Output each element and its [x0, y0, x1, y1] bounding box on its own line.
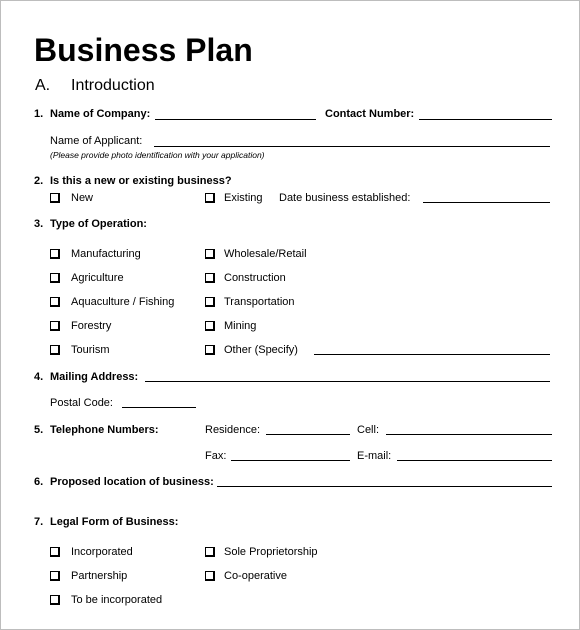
page-title: Business Plan	[34, 32, 253, 68]
co-operative-checkbox[interactable]	[205, 571, 215, 581]
partnership-checkbox[interactable]	[50, 571, 60, 581]
fax-label: Fax:	[205, 450, 227, 462]
company-name-field[interactable]	[155, 119, 316, 120]
option-label: Co-operative	[224, 570, 287, 582]
legal-form-label: Legal Form of Business:	[50, 516, 179, 528]
option-label: Manufacturing	[71, 248, 141, 260]
option-label: Tourism	[71, 344, 110, 356]
proposed-location-label: Proposed location of business:	[50, 476, 214, 488]
mining-checkbox[interactable]	[205, 321, 215, 331]
postal-code-label: Postal Code:	[50, 397, 113, 409]
company-name-label: Name of Company:	[50, 108, 151, 120]
option-label: Other (Specify)	[224, 344, 298, 356]
q1-number: 1.	[34, 108, 44, 120]
email-label: E-mail:	[357, 450, 392, 462]
date-established-field[interactable]	[423, 202, 550, 203]
q6-number: 6.	[34, 476, 44, 488]
q3-number: 3.	[34, 218, 44, 230]
residence-field[interactable]	[266, 434, 350, 435]
option-label: Forestry	[71, 320, 112, 332]
transportation-checkbox[interactable]	[205, 297, 215, 307]
q4-number: 4.	[34, 371, 44, 383]
option-label: Construction	[224, 272, 286, 284]
option-label: Incorporated	[71, 546, 133, 558]
section-letter: A.	[35, 77, 51, 94]
option-label: Agriculture	[71, 272, 124, 284]
date-established-label: Date business established:	[279, 192, 411, 204]
operation-type-label: Type of Operation:	[50, 218, 147, 230]
incorporated-checkbox[interactable]	[50, 547, 60, 557]
other-specify-field[interactable]	[314, 354, 550, 355]
mailing-address-label: Mailing Address:	[50, 371, 139, 383]
construction-checkbox[interactable]	[205, 273, 215, 283]
aquaculture-fishing-checkbox[interactable]	[50, 297, 60, 307]
option-label: Transportation	[224, 296, 295, 308]
q5-number: 5.	[34, 424, 44, 436]
option-label: Aquaculture / Fishing	[71, 296, 175, 308]
option-label: Partnership	[71, 570, 128, 582]
sole-proprietorship-checkbox[interactable]	[205, 547, 215, 557]
new-option-label: New	[71, 192, 94, 204]
applicant-note: (Please provide photo identification with your application)	[50, 150, 265, 160]
agriculture-checkbox[interactable]	[50, 273, 60, 283]
proposed-location-field[interactable]	[217, 486, 552, 487]
postal-code-field[interactable]	[122, 407, 196, 408]
business-status-label: Is this a new or existing business?	[50, 175, 232, 187]
fax-field[interactable]	[231, 460, 350, 461]
existing-option-label: Existing	[224, 192, 263, 204]
applicant-name-label: Name of Applicant:	[50, 135, 143, 147]
mailing-address-field[interactable]	[145, 381, 550, 382]
section-title: Introduction	[71, 77, 155, 94]
new-checkbox[interactable]	[50, 193, 60, 203]
option-label: Wholesale/Retail	[224, 248, 307, 260]
tourism-checkbox[interactable]	[50, 345, 60, 355]
cell-field[interactable]	[386, 434, 552, 435]
q7-number: 7.	[34, 516, 44, 528]
wholesale-retail-checkbox[interactable]	[205, 249, 215, 259]
residence-label: Residence:	[205, 424, 261, 436]
contact-number-field[interactable]	[419, 119, 552, 120]
contact-number-label: Contact Number:	[325, 108, 415, 120]
to-be-incorporated-checkbox[interactable]	[50, 595, 60, 605]
forestry-checkbox[interactable]	[50, 321, 60, 331]
other-checkbox[interactable]	[205, 345, 215, 355]
q2-number: 2.	[34, 175, 44, 187]
option-label: Mining	[224, 320, 257, 332]
email-field[interactable]	[397, 460, 552, 461]
applicant-name-field[interactable]	[154, 146, 550, 147]
telephone-numbers-label: Telephone Numbers:	[50, 424, 159, 436]
manufacturing-checkbox[interactable]	[50, 249, 60, 259]
cell-label: Cell:	[357, 424, 380, 436]
option-label: To be incorporated	[71, 594, 163, 606]
existing-checkbox[interactable]	[205, 193, 215, 203]
option-label: Sole Proprietorship	[224, 546, 318, 558]
